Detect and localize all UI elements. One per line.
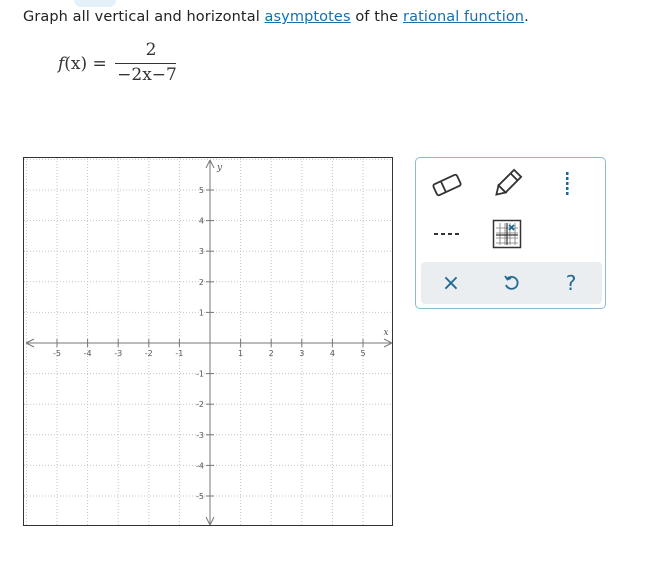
x-tick-label: 5 [360,349,366,358]
x-tick-label: 4 [329,349,335,358]
graph-canvas[interactable] [23,157,393,526]
y-tick-label: -3 [196,430,204,440]
y-tick-label: 1 [198,308,204,318]
graph-tools-panel [415,157,606,309]
formula-lhs [58,54,107,74]
x-tick-label: -4 [83,349,92,358]
y-tick-label: -1 [196,369,204,379]
formula-lhs-args: (x) = [64,54,107,74]
y-tick-label: -2 [196,400,204,410]
y-tick-label: -4 [196,461,204,471]
pencil-icon[interactable] [490,168,524,200]
x-axis-label: x [383,328,389,338]
clear-button[interactable] [421,262,481,304]
close-icon: × [441,270,461,296]
dashed-line-icon[interactable] [430,222,464,246]
rational-function-link[interactable]: rational function [403,9,525,25]
y-tick-label: 2 [198,277,204,287]
top-tab [74,0,116,7]
prompt-text-after: . [524,9,529,25]
y-tick-label: 3 [198,247,204,257]
formula-function-name: f [58,54,65,74]
formula-numerator: 2 [145,40,157,60]
prompt-text-middle: of the [350,9,404,25]
help-icon: ? [565,271,577,295]
x-tick-label: -1 [175,349,184,358]
y-tick-label: -5 [196,492,204,501]
x-tick-label: -2 [144,349,153,358]
prompt-text-before: Graph all vertical and horizontal [23,9,265,25]
asymptotes-link[interactable]: asymptotes [264,9,351,25]
undo-icon [502,274,520,292]
y-axis-label: y [217,163,223,173]
x-tick-label: -3 [114,349,123,358]
undo-button[interactable] [481,262,541,304]
eraser-icon[interactable] [430,170,464,200]
coordinate-plane[interactable] [24,158,393,526]
y-tick-label: 4 [198,216,204,226]
action-bar [421,262,602,304]
vertical-ellipsis-icon[interactable] [556,170,578,200]
question-prompt [23,9,529,25]
fraction-bar [115,63,176,64]
formula-denominator: −2x−7 [117,65,177,85]
y-tick-label: 5 [198,186,204,195]
x-tick-label: 1 [238,349,244,358]
help-button[interactable] [541,262,601,304]
x-tick-label: -5 [53,349,61,358]
x-tick-label: 3 [299,349,305,358]
grid-point-icon[interactable] [490,218,524,250]
x-tick-label: 2 [268,349,274,358]
